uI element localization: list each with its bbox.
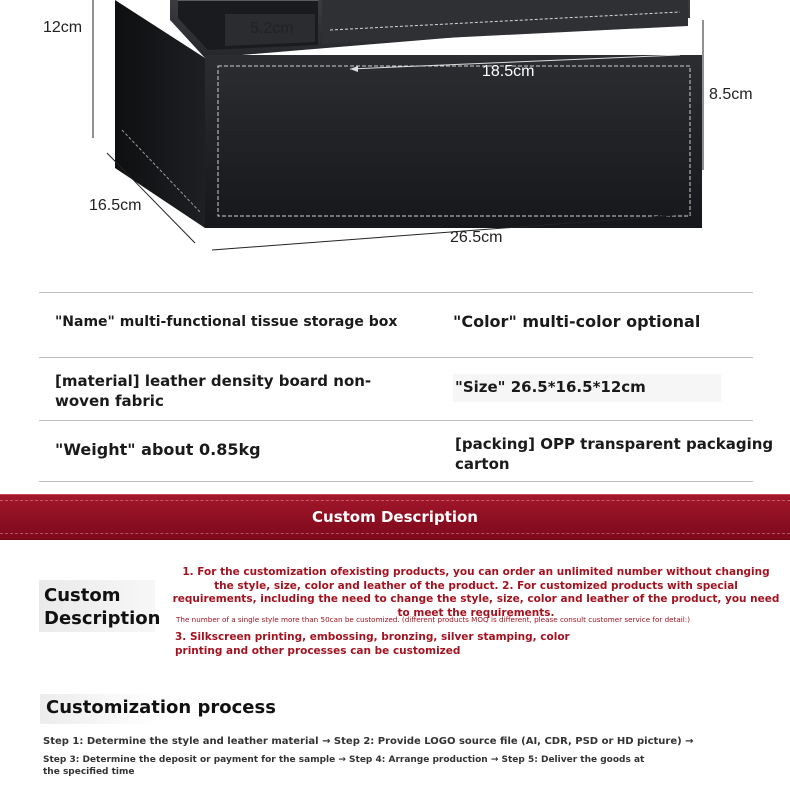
tissue-lid bbox=[322, 0, 688, 44]
front-height-dimension-label: 8.5cm bbox=[709, 86, 753, 103]
custom-description-paragraph-3: 3. Silkscreen printing, embossing, bronzing, silver stamping, color printing and other processes can be customized bbox=[175, 631, 570, 657]
custom-description-paragraph-1: 1. For the customization ofexisting products, you can order an unlimited number without changing the style, size, color and leather of the product. 2. For customized products with special requirements, including the need to change the style, size, color and leather of the product, you need to meet the requirements. bbox=[172, 566, 780, 619]
width-dimension-label: 26.5cm bbox=[450, 229, 503, 246]
customization-process-title: Customization process bbox=[46, 697, 276, 718]
tissue-length-dimension-label: 18.5cm bbox=[482, 63, 535, 80]
height-dimension-label: 12cm bbox=[43, 19, 83, 36]
box-front-face bbox=[205, 55, 702, 228]
product-image-area bbox=[0, 0, 790, 270]
spec-color: "Color" multi-color optional bbox=[453, 312, 701, 331]
spec-packing: [packing] OPP transparent packaging carton bbox=[455, 435, 774, 473]
spec-name: "Name" multi-functional tissue storage box bbox=[55, 314, 398, 330]
spec-weight: "Weight" about 0.85kg bbox=[55, 440, 261, 459]
customization-process-line-1: Step 1: Determine the style and leather material → Step 2: Provide LOGO source file (AI, CDR, PSD or HD picture) → bbox=[43, 736, 694, 747]
customization-process-line-2: Step 3: Determine the deposit or payment for the sample → Step 4: Arrange production → Step 5: Deliver the goods at the specified time bbox=[43, 755, 645, 777]
custom-description-label: Custom Description bbox=[44, 585, 161, 629]
custom-description-note: The number of a single style more than 50can be customized. (different products MOQ is different, please consult customer service for detail:) bbox=[176, 615, 691, 624]
banner-title: Custom Description bbox=[312, 508, 478, 526]
spec-size: "Size" 26.5*16.5*12cm bbox=[455, 378, 646, 396]
table-divider bbox=[39, 481, 753, 482]
spec-material: [material] leather density board non-woven fabric bbox=[55, 372, 372, 410]
compartment-dimension-label: 5.2cm bbox=[250, 20, 294, 37]
depth-dimension-label: 16.5cm bbox=[89, 197, 142, 214]
section-banner bbox=[0, 494, 790, 540]
table-divider bbox=[39, 292, 753, 293]
table-divider bbox=[39, 420, 753, 421]
product-image bbox=[0, 0, 790, 270]
table-divider bbox=[39, 357, 753, 358]
